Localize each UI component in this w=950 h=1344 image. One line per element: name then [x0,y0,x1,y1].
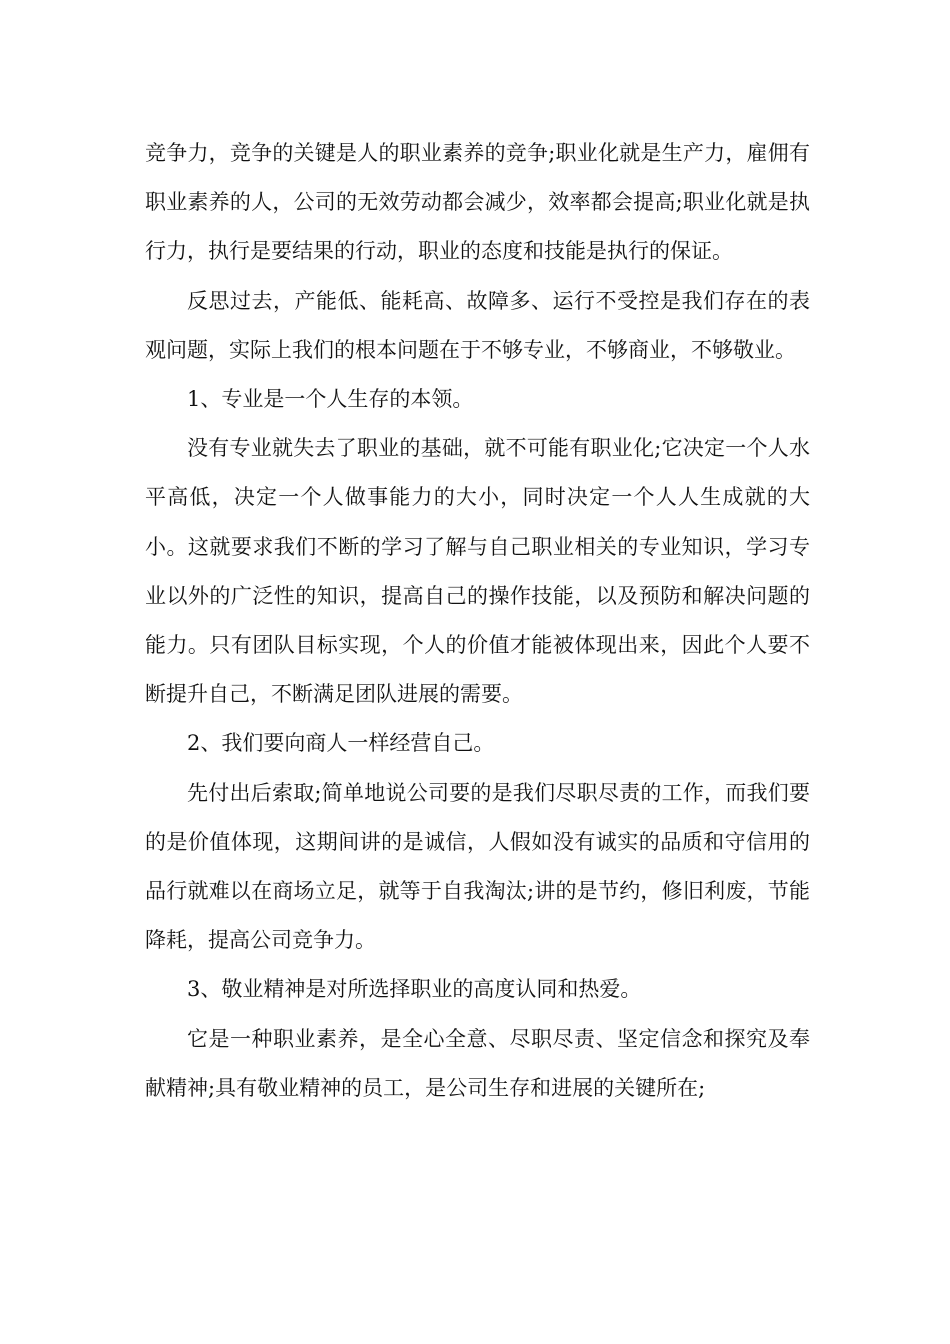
paragraph-competitiveness: 竞争力，竞争的关键是人的职业素养的竞争;职业化就是生产力，雇佣有职业素养的人，公司的无效劳动都会减少，效率都会提高;职业化就是执行力，执行是要结果的行动，职业的态度和技能是执行的保证。 [145,141,810,264]
paragraph-business: 先付出后索取;简单地说公司要的是我们尽职尽责的工作，而我们要的是价值体现，这期间讲的是诚信，人假如没有诚实的品质和守信用的品行就难以在商场立足，就等于自我淘汰;讲的是节约，修旧利废，节能降耗，提高公司竞争力。 [145,780,810,953]
paragraph-reflection: 反思过去，产能低、能耗高、故障多、运行不受控是我们存在的表观问题，实际上我们的根本问题在于不够专业，不够商业，不够敬业。 [145,288,810,362]
heading-dedication: 3、敬业精神是对所选择职业的高度认同和热爱。 [187,977,642,1002]
paragraph-dedication: 它是一种职业素养，是全心全意、尽职尽责、坚定信念和探究及奉献精神;具有敬业精神的员工，是公司生存和进展的关键所在; [145,1026,810,1100]
heading-business: 2、我们要向商人一样经营自己。 [187,731,495,756]
paragraph-professional: 没有专业就失去了职业的基础，就不可能有职业化;它决定一个人水平高低，决定一个人做事能力的大小，同时决定一个人人生成就的大小。这就要求我们不断的学习了解与自己职业相关的专业知识，学习专业以外的广泛性的知识，提高自己的操作技能，以及预防和解决问题的能力。只有团队目标实现，个人的价值才能被体现出来，因此个人要不断提升自己，不断满足团队进展的需要。 [145,436,810,707]
document-body [145,129,810,1113]
heading-professional: 1、专业是一个人生存的本领。 [187,387,474,412]
